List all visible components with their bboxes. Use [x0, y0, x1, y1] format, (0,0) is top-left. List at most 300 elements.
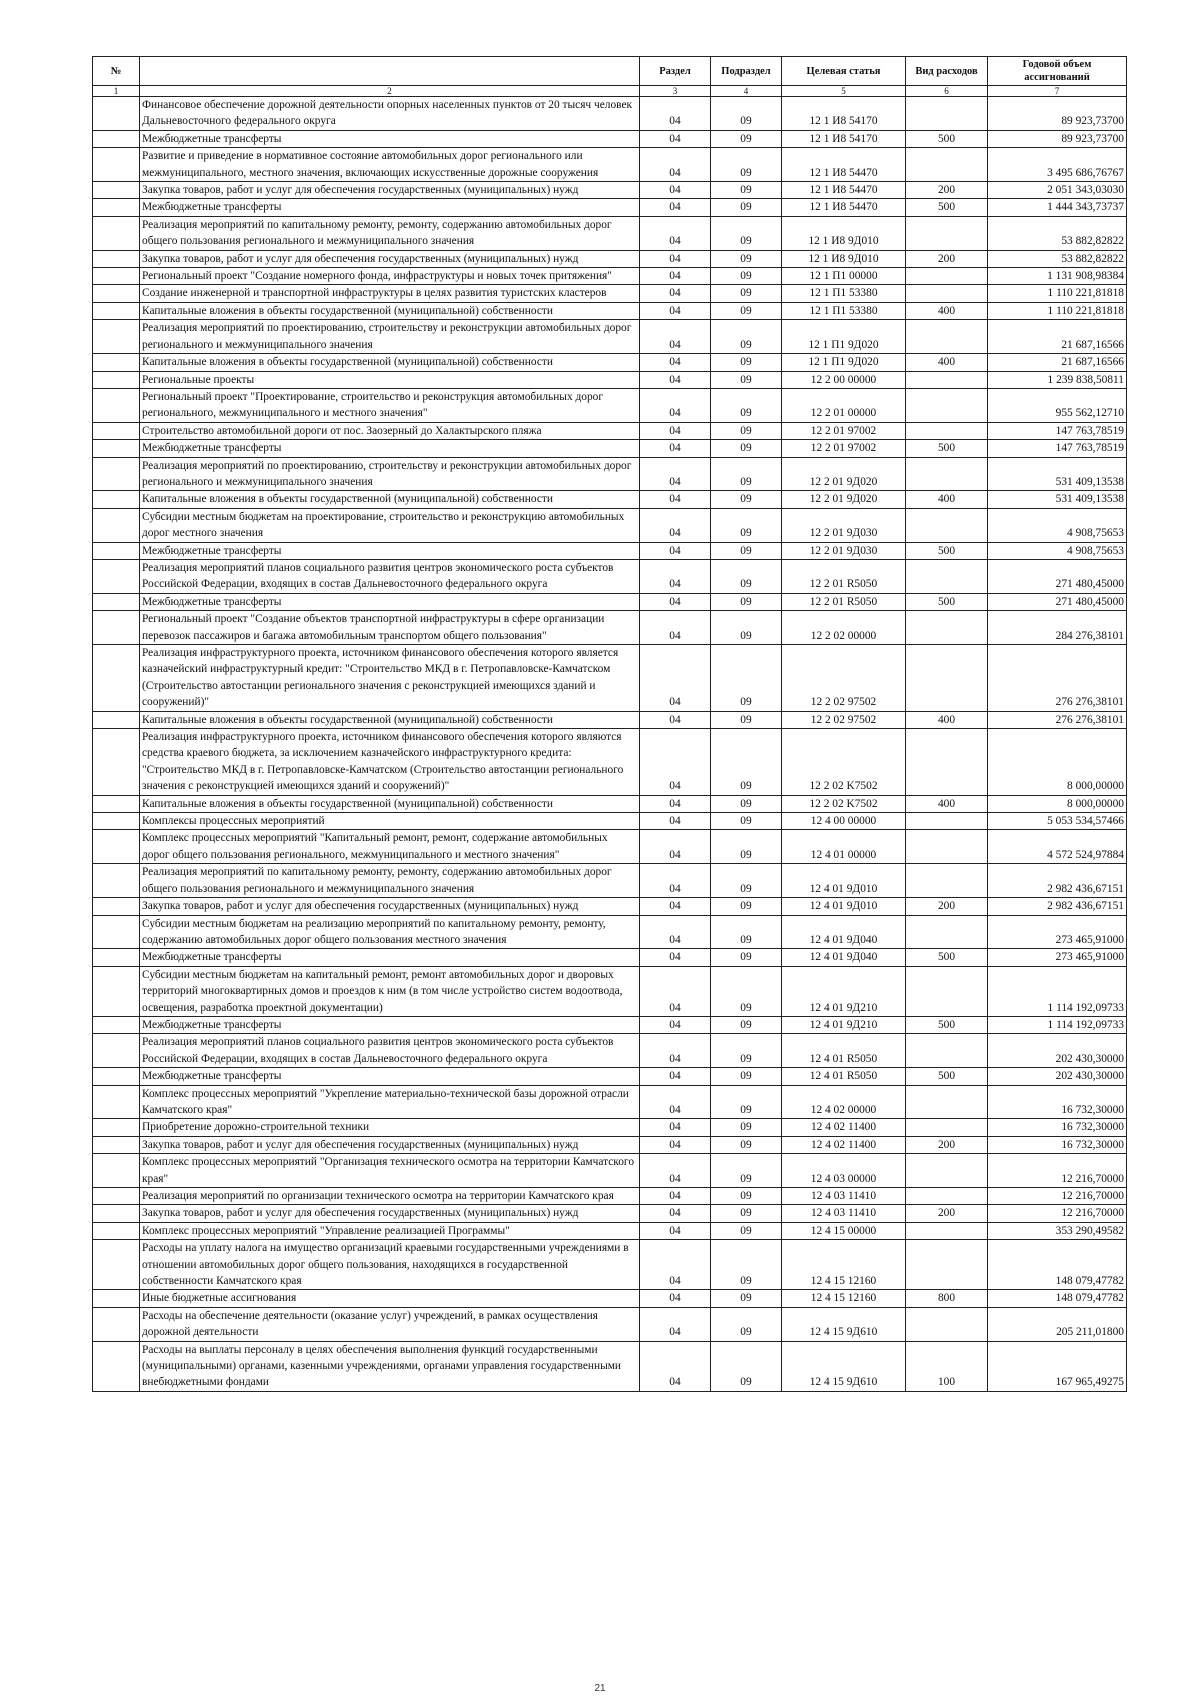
cell-expense-type — [906, 813, 988, 830]
cell-podrazdel: 09 — [711, 148, 782, 182]
cell-razdel: 04 — [640, 285, 711, 302]
table-row — [93, 559, 1127, 593]
cell-expense-type: 200 — [906, 898, 988, 915]
table-row — [93, 898, 1127, 915]
cell-expense-type — [906, 1119, 988, 1136]
cell-podrazdel: 09 — [711, 813, 782, 830]
cell-target-article: 12 1 П1 9Д020 — [782, 320, 906, 354]
cell-podrazdel: 09 — [711, 302, 782, 319]
cell-num — [93, 1016, 140, 1033]
cell-expense-type — [906, 508, 988, 542]
cell-podrazdel: 09 — [711, 422, 782, 439]
cell-razdel: 04 — [640, 440, 711, 457]
cell-name: Реализация мероприятий по капитальному ремонту, ремонту, содержанию автомобильных дорог общего пользования регионального и межмуниципального значения — [140, 216, 640, 250]
cell-name: Капитальные вложения в объекты государственной (муниципальной) собственности — [140, 354, 640, 371]
cell-razdel: 04 — [640, 830, 711, 864]
table-row — [93, 915, 1127, 949]
cell-razdel: 04 — [640, 1154, 711, 1188]
table-row — [93, 371, 1127, 388]
cell-target-article: 12 4 01 9Д040 — [782, 915, 906, 949]
column-number: 2 — [140, 86, 640, 97]
cell-expense-type: 500 — [906, 1016, 988, 1033]
cell-podrazdel: 09 — [711, 440, 782, 457]
cell-expense-type — [906, 216, 988, 250]
cell-podrazdel: 09 — [711, 1136, 782, 1153]
cell-amount: 4 908,75653 — [988, 542, 1127, 559]
table-row — [93, 949, 1127, 966]
cell-num — [93, 1290, 140, 1307]
cell-podrazdel: 09 — [711, 1205, 782, 1222]
header-name — [140, 57, 640, 86]
cell-name: Межбюджетные трансферты — [140, 199, 640, 216]
cell-amount: 1 444 343,73737 — [988, 199, 1127, 216]
cell-name: Комплекс процессных мероприятий "Организация технического осмотра на территории Камчатского края" — [140, 1154, 640, 1188]
cell-name: Межбюджетные трансферты — [140, 542, 640, 559]
cell-target-article: 12 4 01 R5050 — [782, 1034, 906, 1068]
cell-num — [93, 729, 140, 796]
cell-expense-type: 500 — [906, 130, 988, 147]
column-number: 6 — [906, 86, 988, 97]
cell-razdel: 04 — [640, 593, 711, 610]
cell-expense-type: 500 — [906, 949, 988, 966]
cell-name: Развитие и приведение в нормативное состояние автомобильных дорог регионального или межмуниципального, местного значения, включающих искусственные дорожные сооружения — [140, 148, 640, 182]
header-razdel: Раздел — [640, 57, 711, 86]
cell-amount: 16 732,30000 — [988, 1119, 1127, 1136]
cell-target-article: 12 4 02 11400 — [782, 1136, 906, 1153]
cell-podrazdel: 09 — [711, 182, 782, 199]
cell-razdel: 04 — [640, 966, 711, 1016]
cell-num — [93, 966, 140, 1016]
cell-name: Комплекс процессных мероприятий "Капитальный ремонт, ремонт, содержание автомобильных дорог общего пользования регионального, межмуниципального и местного значения" — [140, 830, 640, 864]
cell-expense-type — [906, 1222, 988, 1239]
cell-name: Реализация мероприятий по капитальному ремонту, ремонту, содержанию автомобильных дорог общего пользования регионального и межмуниципального значения — [140, 864, 640, 898]
cell-podrazdel: 09 — [711, 949, 782, 966]
cell-razdel: 04 — [640, 491, 711, 508]
cell-amount: 167 965,49275 — [988, 1341, 1127, 1391]
cell-expense-type — [906, 371, 988, 388]
table-row — [93, 457, 1127, 491]
cell-expense-type — [906, 320, 988, 354]
cell-name: Закупка товаров, работ и услуг для обеспечения государственных (муниципальных) нужд — [140, 1205, 640, 1222]
cell-amount: 148 079,47782 — [988, 1290, 1127, 1307]
cell-num — [93, 1188, 140, 1205]
cell-podrazdel: 09 — [711, 216, 782, 250]
cell-target-article: 12 2 02 K7502 — [782, 795, 906, 812]
cell-num — [93, 830, 140, 864]
cell-razdel: 04 — [640, 1119, 711, 1136]
cell-amount: 1 239 838,50811 — [988, 371, 1127, 388]
cell-expense-type — [906, 1240, 988, 1290]
cell-target-article: 12 2 00 00000 — [782, 371, 906, 388]
cell-amount: 353 290,49582 — [988, 1222, 1127, 1239]
table-row — [93, 440, 1127, 457]
cell-podrazdel: 09 — [711, 1341, 782, 1391]
cell-amount: 276 276,38101 — [988, 711, 1127, 728]
table-row — [93, 508, 1127, 542]
cell-name: Расходы на обеспечение деятельности (оказание услуг) учреждений, в рамках осуществления дорожной деятельности — [140, 1307, 640, 1341]
cell-podrazdel: 09 — [711, 915, 782, 949]
cell-expense-type — [906, 915, 988, 949]
cell-razdel: 04 — [640, 320, 711, 354]
cell-expense-type — [906, 830, 988, 864]
cell-amount: 276 276,38101 — [988, 645, 1127, 712]
table-row — [93, 542, 1127, 559]
cell-expense-type — [906, 966, 988, 1016]
table-row — [93, 250, 1127, 267]
cell-name: Иные бюджетные ассигнования — [140, 1290, 640, 1307]
cell-name: Комплекс процессных мероприятий "Укрепление материально-технической базы дорожной отрасли Камчатского края" — [140, 1085, 640, 1119]
table-row — [93, 1240, 1127, 1290]
cell-name: Субсидии местным бюджетам на капитальный ремонт, ремонт автомобильных дорог и дворовых территорий многоквартирных домов и проездов к ним (в том числе устройство систем водоотвода, освещения, разработка проектной документации) — [140, 966, 640, 1016]
cell-target-article: 12 1 П1 53380 — [782, 285, 906, 302]
cell-razdel: 04 — [640, 268, 711, 285]
cell-amount: 271 480,45000 — [988, 593, 1127, 610]
cell-name: Региональный проект "Создание объектов транспортной инфраструктуры в сфере организации перевозок пассажиров и багажа автомобильным транспортом общего пользования" — [140, 611, 640, 645]
cell-podrazdel: 09 — [711, 491, 782, 508]
cell-num — [93, 1222, 140, 1239]
cell-num — [93, 1085, 140, 1119]
cell-expense-type — [906, 1085, 988, 1119]
table-row — [93, 645, 1127, 712]
cell-target-article: 12 2 02 K7502 — [782, 729, 906, 796]
cell-num — [93, 795, 140, 812]
cell-razdel: 04 — [640, 864, 711, 898]
cell-target-article: 12 4 15 9Д610 — [782, 1341, 906, 1391]
cell-num — [93, 1154, 140, 1188]
cell-num — [93, 1119, 140, 1136]
cell-name: Реализация мероприятий по организации технического осмотра на территории Камчатского края — [140, 1188, 640, 1205]
cell-num — [93, 1240, 140, 1290]
table-row — [93, 711, 1127, 728]
cell-name: Закупка товаров, работ и услуг для обеспечения государственных (муниципальных) нужд — [140, 898, 640, 915]
cell-target-article: 12 4 01 00000 — [782, 830, 906, 864]
cell-expense-type — [906, 388, 988, 422]
cell-podrazdel: 09 — [711, 97, 782, 131]
cell-amount: 21 687,16566 — [988, 320, 1127, 354]
cell-podrazdel: 09 — [711, 371, 782, 388]
cell-amount: 5 053 534,57466 — [988, 813, 1127, 830]
table-row — [93, 216, 1127, 250]
cell-amount: 89 923,73700 — [988, 130, 1127, 147]
cell-razdel: 04 — [640, 813, 711, 830]
cell-razdel: 04 — [640, 422, 711, 439]
cell-amount: 955 562,12710 — [988, 388, 1127, 422]
cell-podrazdel: 09 — [711, 1240, 782, 1290]
cell-name: Финансовое обеспечение дорожной деятельности опорных населенных пунктов от 20 тысяч человек Дальневосточного федерального округа — [140, 97, 640, 131]
cell-target-article: 12 4 01 9Д210 — [782, 1016, 906, 1033]
cell-amount: 53 882,82822 — [988, 216, 1127, 250]
cell-amount: 12 216,70000 — [988, 1205, 1127, 1222]
cell-target-article: 12 4 01 R5050 — [782, 1068, 906, 1085]
cell-num — [93, 182, 140, 199]
cell-num — [93, 1034, 140, 1068]
cell-target-article: 12 1 И8 54470 — [782, 199, 906, 216]
cell-expense-type: 100 — [906, 1341, 988, 1391]
cell-podrazdel: 09 — [711, 285, 782, 302]
table-row — [93, 1136, 1127, 1153]
cell-podrazdel: 09 — [711, 711, 782, 728]
cell-target-article: 12 2 02 97502 — [782, 711, 906, 728]
header-podrazdel: Подраздел — [711, 57, 782, 86]
cell-razdel: 04 — [640, 97, 711, 131]
cell-name: Реализация мероприятий планов социального развития центров экономического роста субъектов Российской Федерации, входящих в состав Дальневосточного федерального округа — [140, 1034, 640, 1068]
cell-podrazdel: 09 — [711, 559, 782, 593]
cell-name: Капитальные вложения в объекты государственной (муниципальной) собственности — [140, 795, 640, 812]
cell-razdel: 04 — [640, 711, 711, 728]
cell-amount: 1 131 908,98384 — [988, 268, 1127, 285]
header-row — [93, 57, 1127, 86]
cell-podrazdel: 09 — [711, 457, 782, 491]
cell-name: Расходы на выплаты персоналу в целях обеспечения выполнения функций государственными (муниципальными) органами, казенными учреждениями, органами управления государственными внебюджетными фондами — [140, 1341, 640, 1391]
cell-num — [93, 864, 140, 898]
cell-num — [93, 199, 140, 216]
cell-podrazdel: 09 — [711, 593, 782, 610]
cell-target-article: 12 1 И8 9Д010 — [782, 250, 906, 267]
cell-target-article: 12 4 02 00000 — [782, 1085, 906, 1119]
cell-expense-type: 200 — [906, 1136, 988, 1153]
cell-amount: 271 480,45000 — [988, 559, 1127, 593]
cell-amount: 8 000,00000 — [988, 729, 1127, 796]
cell-num — [93, 898, 140, 915]
cell-razdel: 04 — [640, 508, 711, 542]
cell-name: Реализация мероприятий по проектированию, строительству и реконструкции автомобильных дорог регионального и межмуниципального значения — [140, 457, 640, 491]
cell-target-article: 12 1 И8 54170 — [782, 97, 906, 131]
cell-expense-type — [906, 285, 988, 302]
cell-num — [93, 320, 140, 354]
cell-amount: 16 732,30000 — [988, 1136, 1127, 1153]
cell-expense-type: 800 — [906, 1290, 988, 1307]
cell-podrazdel: 09 — [711, 795, 782, 812]
cell-amount: 273 465,91000 — [988, 949, 1127, 966]
column-number: 7 — [988, 86, 1127, 97]
cell-target-article: 12 2 02 97502 — [782, 645, 906, 712]
cell-target-article: 12 4 01 9Д010 — [782, 864, 906, 898]
table-row — [93, 1307, 1127, 1341]
cell-podrazdel: 09 — [711, 1188, 782, 1205]
table-row — [93, 864, 1127, 898]
cell-num — [93, 949, 140, 966]
cell-target-article: 12 1 И8 54470 — [782, 182, 906, 199]
column-number: 1 — [93, 86, 140, 97]
cell-name: Расходы на уплату налога на имущество организаций краевыми государственными учреждениями в отношении автомобильных дорог общего пользования, находящихся в государственной собственности Камчатского края — [140, 1240, 640, 1290]
table-row — [93, 199, 1127, 216]
cell-razdel: 04 — [640, 1188, 711, 1205]
cell-target-article: 12 4 03 00000 — [782, 1154, 906, 1188]
cell-num — [93, 813, 140, 830]
cell-razdel: 04 — [640, 354, 711, 371]
cell-expense-type: 500 — [906, 593, 988, 610]
cell-podrazdel: 09 — [711, 830, 782, 864]
cell-expense-type: 500 — [906, 1068, 988, 1085]
cell-num — [93, 1205, 140, 1222]
cell-expense-type — [906, 1034, 988, 1068]
cell-expense-type: 200 — [906, 250, 988, 267]
cell-amount: 2 051 343,03030 — [988, 182, 1127, 199]
cell-podrazdel: 09 — [711, 1154, 782, 1188]
cell-num — [93, 559, 140, 593]
cell-amount: 531 409,13538 — [988, 457, 1127, 491]
cell-expense-type — [906, 148, 988, 182]
cell-podrazdel: 09 — [711, 354, 782, 371]
cell-amount: 2 982 436,67151 — [988, 864, 1127, 898]
cell-amount: 3 495 686,76767 — [988, 148, 1127, 182]
cell-podrazdel: 09 — [711, 320, 782, 354]
cell-razdel: 04 — [640, 898, 711, 915]
cell-amount: 2 982 436,67151 — [988, 898, 1127, 915]
cell-name: Межбюджетные трансферты — [140, 440, 640, 457]
cell-razdel: 04 — [640, 1341, 711, 1391]
cell-podrazdel: 09 — [711, 1085, 782, 1119]
table-row — [93, 1034, 1127, 1068]
cell-razdel: 04 — [640, 1205, 711, 1222]
cell-podrazdel: 09 — [711, 645, 782, 712]
cell-num — [93, 97, 140, 131]
cell-num — [93, 1307, 140, 1341]
cell-amount: 4 572 524,97884 — [988, 830, 1127, 864]
cell-expense-type — [906, 1307, 988, 1341]
cell-target-article: 12 2 01 9Д030 — [782, 508, 906, 542]
cell-target-article: 12 4 01 9Д210 — [782, 966, 906, 1016]
cell-target-article: 12 4 01 9Д010 — [782, 898, 906, 915]
cell-podrazdel: 09 — [711, 729, 782, 796]
cell-expense-type — [906, 1154, 988, 1188]
cell-name: Реализация мероприятий по проектированию, строительству и реконструкции автомобильных дорог регионального и межмуниципального значения — [140, 320, 640, 354]
cell-amount: 205 211,01800 — [988, 1307, 1127, 1341]
cell-target-article: 12 4 03 11410 — [782, 1188, 906, 1205]
table-row — [93, 388, 1127, 422]
cell-expense-type: 200 — [906, 182, 988, 199]
cell-name: Межбюджетные трансферты — [140, 593, 640, 610]
cell-num — [93, 371, 140, 388]
cell-name: Региональный проект "Проектирование, строительство и реконструкция автомобильных дорог регионального, межмуниципального и местного значения" — [140, 388, 640, 422]
cell-name: Закупка товаров, работ и услуг для обеспечения государственных (муниципальных) нужд — [140, 250, 640, 267]
cell-razdel: 04 — [640, 1068, 711, 1085]
table-row — [93, 966, 1127, 1016]
cell-target-article: 12 4 03 11410 — [782, 1205, 906, 1222]
cell-name: Региональные проекты — [140, 371, 640, 388]
cell-razdel: 04 — [640, 1307, 711, 1341]
cell-expense-type: 400 — [906, 354, 988, 371]
table-row — [93, 268, 1127, 285]
table-row — [93, 1119, 1127, 1136]
table-row — [93, 422, 1127, 439]
cell-razdel: 04 — [640, 250, 711, 267]
cell-amount: 147 763,78519 — [988, 422, 1127, 439]
cell-name: Капитальные вложения в объекты государственной (муниципальной) собственности — [140, 491, 640, 508]
cell-amount: 53 882,82822 — [988, 250, 1127, 267]
cell-name: Создание инженерной и транспортной инфраструктуры в целях развития туристских кластеров — [140, 285, 640, 302]
cell-expense-type: 500 — [906, 542, 988, 559]
cell-podrazdel: 09 — [711, 864, 782, 898]
cell-expense-type — [906, 457, 988, 491]
cell-name: Субсидии местным бюджетам на реализацию мероприятий по капитальному ремонту, ремонту, содержанию автомобильных дорог общего пользования местного значения — [140, 915, 640, 949]
cell-target-article: 12 2 01 9Д020 — [782, 457, 906, 491]
cell-num — [93, 593, 140, 610]
cell-expense-type — [906, 864, 988, 898]
table-row — [93, 611, 1127, 645]
cell-podrazdel: 09 — [711, 1307, 782, 1341]
cell-razdel: 04 — [640, 1240, 711, 1290]
cell-razdel: 04 — [640, 729, 711, 796]
cell-podrazdel: 09 — [711, 898, 782, 915]
cell-num — [93, 542, 140, 559]
cell-target-article: 12 4 01 9Д040 — [782, 949, 906, 966]
column-number: 4 — [711, 86, 782, 97]
cell-num — [93, 250, 140, 267]
cell-name: Комплекс процессных мероприятий "Управление реализацией Программы" — [140, 1222, 640, 1239]
page-number: 21 — [594, 1683, 606, 1694]
cell-expense-type — [906, 1188, 988, 1205]
cell-expense-type: 400 — [906, 302, 988, 319]
cell-target-article: 12 2 01 00000 — [782, 388, 906, 422]
header-expense-type: Вид расходов — [906, 57, 988, 86]
header-target-article: Целевая статья — [782, 57, 906, 86]
cell-razdel: 04 — [640, 216, 711, 250]
cell-podrazdel: 09 — [711, 268, 782, 285]
cell-num — [93, 302, 140, 319]
cell-num — [93, 1136, 140, 1153]
budget-table — [92, 56, 1127, 1392]
cell-amount: 273 465,91000 — [988, 915, 1127, 949]
cell-target-article: 12 1 П1 00000 — [782, 268, 906, 285]
cell-podrazdel: 09 — [711, 1290, 782, 1307]
table-row — [93, 795, 1127, 812]
cell-podrazdel: 09 — [711, 1016, 782, 1033]
cell-target-article: 12 2 01 R5050 — [782, 593, 906, 610]
table-row — [93, 1154, 1127, 1188]
cell-amount: 8 000,00000 — [988, 795, 1127, 812]
table-row — [93, 97, 1127, 131]
cell-podrazdel: 09 — [711, 199, 782, 216]
header-number: № — [93, 57, 140, 86]
cell-num — [93, 422, 140, 439]
table-row — [93, 182, 1127, 199]
budget-document — [92, 56, 1126, 1392]
table-row — [93, 1222, 1127, 1239]
cell-num — [93, 711, 140, 728]
cell-amount: 284 276,38101 — [988, 611, 1127, 645]
cell-num — [93, 148, 140, 182]
cell-target-article: 12 4 15 00000 — [782, 1222, 906, 1239]
cell-amount: 21 687,16566 — [988, 354, 1127, 371]
table-row — [93, 354, 1127, 371]
table-row — [93, 1290, 1127, 1307]
cell-amount: 89 923,73700 — [988, 97, 1127, 131]
cell-razdel: 04 — [640, 1016, 711, 1033]
cell-name: Закупка товаров, работ и услуг для обеспечения государственных (муниципальных) нужд — [140, 182, 640, 199]
cell-target-article: 12 1 И8 54170 — [782, 130, 906, 147]
table-row — [93, 320, 1127, 354]
cell-name: Межбюджетные трансферты — [140, 130, 640, 147]
cell-num — [93, 508, 140, 542]
cell-num — [93, 1341, 140, 1391]
cell-razdel: 04 — [640, 1290, 711, 1307]
cell-name: Межбюджетные трансферты — [140, 1068, 640, 1085]
cell-podrazdel: 09 — [711, 1068, 782, 1085]
cell-num — [93, 915, 140, 949]
cell-target-article: 12 4 15 9Д610 — [782, 1307, 906, 1341]
cell-razdel: 04 — [640, 199, 711, 216]
cell-num — [93, 1068, 140, 1085]
cell-amount: 147 763,78519 — [988, 440, 1127, 457]
cell-expense-type: 200 — [906, 1205, 988, 1222]
cell-expense-type — [906, 559, 988, 593]
cell-razdel: 04 — [640, 542, 711, 559]
cell-num — [93, 611, 140, 645]
cell-podrazdel: 09 — [711, 1119, 782, 1136]
cell-amount: 531 409,13538 — [988, 491, 1127, 508]
table-row — [93, 1188, 1127, 1205]
